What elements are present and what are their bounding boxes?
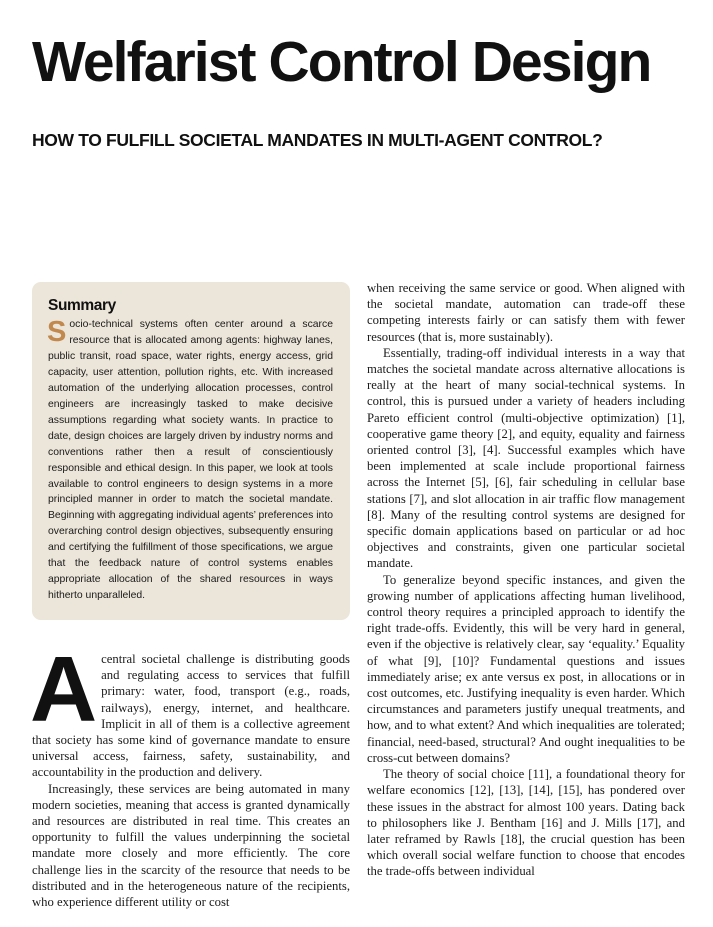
body-paragraph: Essentially, trading-off individual interests in a way that matches the societal mandate across alternative allocations is really at the heart of many social-technical systems. In control, this is pursued under a variety of headers including Pareto efficient control (multi-objective optimization) [1], cooperative game theory [2], and equity, equality and fairness oriented control [3], [4]. Successful examples which have been implemented at scale include proportional fairness across the Internet [5], [6], fair scheduling in cellular base stations [7], and slot allocation in air traffic flow management [8]. Many of the resulting control systems are designed for specific domain applications based on particular or ad hoc objectives and constraints, given one particular societal mandate. xyxy=(367,345,685,571)
summary-text xyxy=(48,317,333,604)
left-column xyxy=(30,637,350,910)
paragraph-text: central societal challenge is distributing goods and regulating access to services that fulfill primary: water, food, transport (e.g., roads, railways), energy, internet, and healthcare. Implicit in all of them is a collective agreement that society has some kind of governance mandate to ensure universal access, fairness, safety, sustainability, and accountability in the production and delivery. xyxy=(32,652,350,780)
drop-cap: A xyxy=(30,637,98,741)
article-subtitle: HOW TO FULFILL SOCIETAL MANDATES IN MULTI-AGENT CONTROL? xyxy=(32,130,603,150)
body-paragraph: Increasingly, these services are being automated in many modern societies, meaning that access is granted dynamically and resources are distributed in real time. This creates an opportunity to fulfill the values underpinning the societal mandate more closely and more efficiently. The core challenge lies in the scarcity of the resource that needs to be distributed and in the heterogeneous nature of the recipients, who experience different utility or cost xyxy=(32,781,350,910)
summary-heading: Summary xyxy=(48,297,116,314)
body-paragraph: The theory of social choice [11], a foundational theory for welfare economics [12], [13], [14], [15], has pondered over these issues in the abstract for almost 100 years. Dating back to philosophers like J. Bentham [16] and J. Mills [17], and later reframed by Rawls [18], the crucial question has been which overall social welfare function to choose that encodes the trade-offs between individual xyxy=(367,767,685,879)
summary-box xyxy=(32,282,350,620)
summary-body: ocio-technical systems often center around a scarce resource that is allocated among agents: highway lanes, public transit, road space, water rights, energy access, grid capacity, user attention, pollution rights, etc. With increased automation of the underlying allocation processes, control engineers are increasingly tasked to make decisive assumptions regarding what society wants. In practice to date, design choices are largely driven by industry norms and conventions rather then a result of conscientiously responsible and ethical design. In this paper, we look at tools available to control engineers to design systems in a more principled manner in order to match the societal mandate. Beginning with aggregating individual agents’ preferences into overarching control design objectives, subsequently ensuring and certifying the fulfillment of those specifications, we argue that the feedback nature of control systems enables appropriate allocation of the shared resources in ways hitherto unparalleled. xyxy=(48,319,333,602)
body-paragraph: when receiving the same service or good. When aligned with the societal mandate, automation can trade-off these competing interests fairly or can satisfy them with fewer resources (that is, more sustainably). xyxy=(367,281,685,344)
body-paragraph: To generalize beyond specific instances, and given the growing number of applications affecting human livelihood, control theory requires a principled approach to identify the right trade-offs. Evidently, this will be very hard in general, even if the objective is relatively clear, say ‘equality.’ Equality of what [9], [10]? Fundamental questions and issues immediately arise; ex ante versus ex post, in allocations or in cost outcomes, etc. Justifying inequality is even harder. Which circumstances and parameters justify unequal treatments, and how, and to what extent? And which inequalities are tolerated; financial, need-based, structural? And ought inequalities to be cross-cut between domains? xyxy=(367,572,685,765)
article-title: Welfarist Control Design xyxy=(32,30,651,94)
right-column xyxy=(367,280,685,880)
summary-drop-cap: S xyxy=(47,316,67,348)
body-paragraph xyxy=(30,637,350,781)
